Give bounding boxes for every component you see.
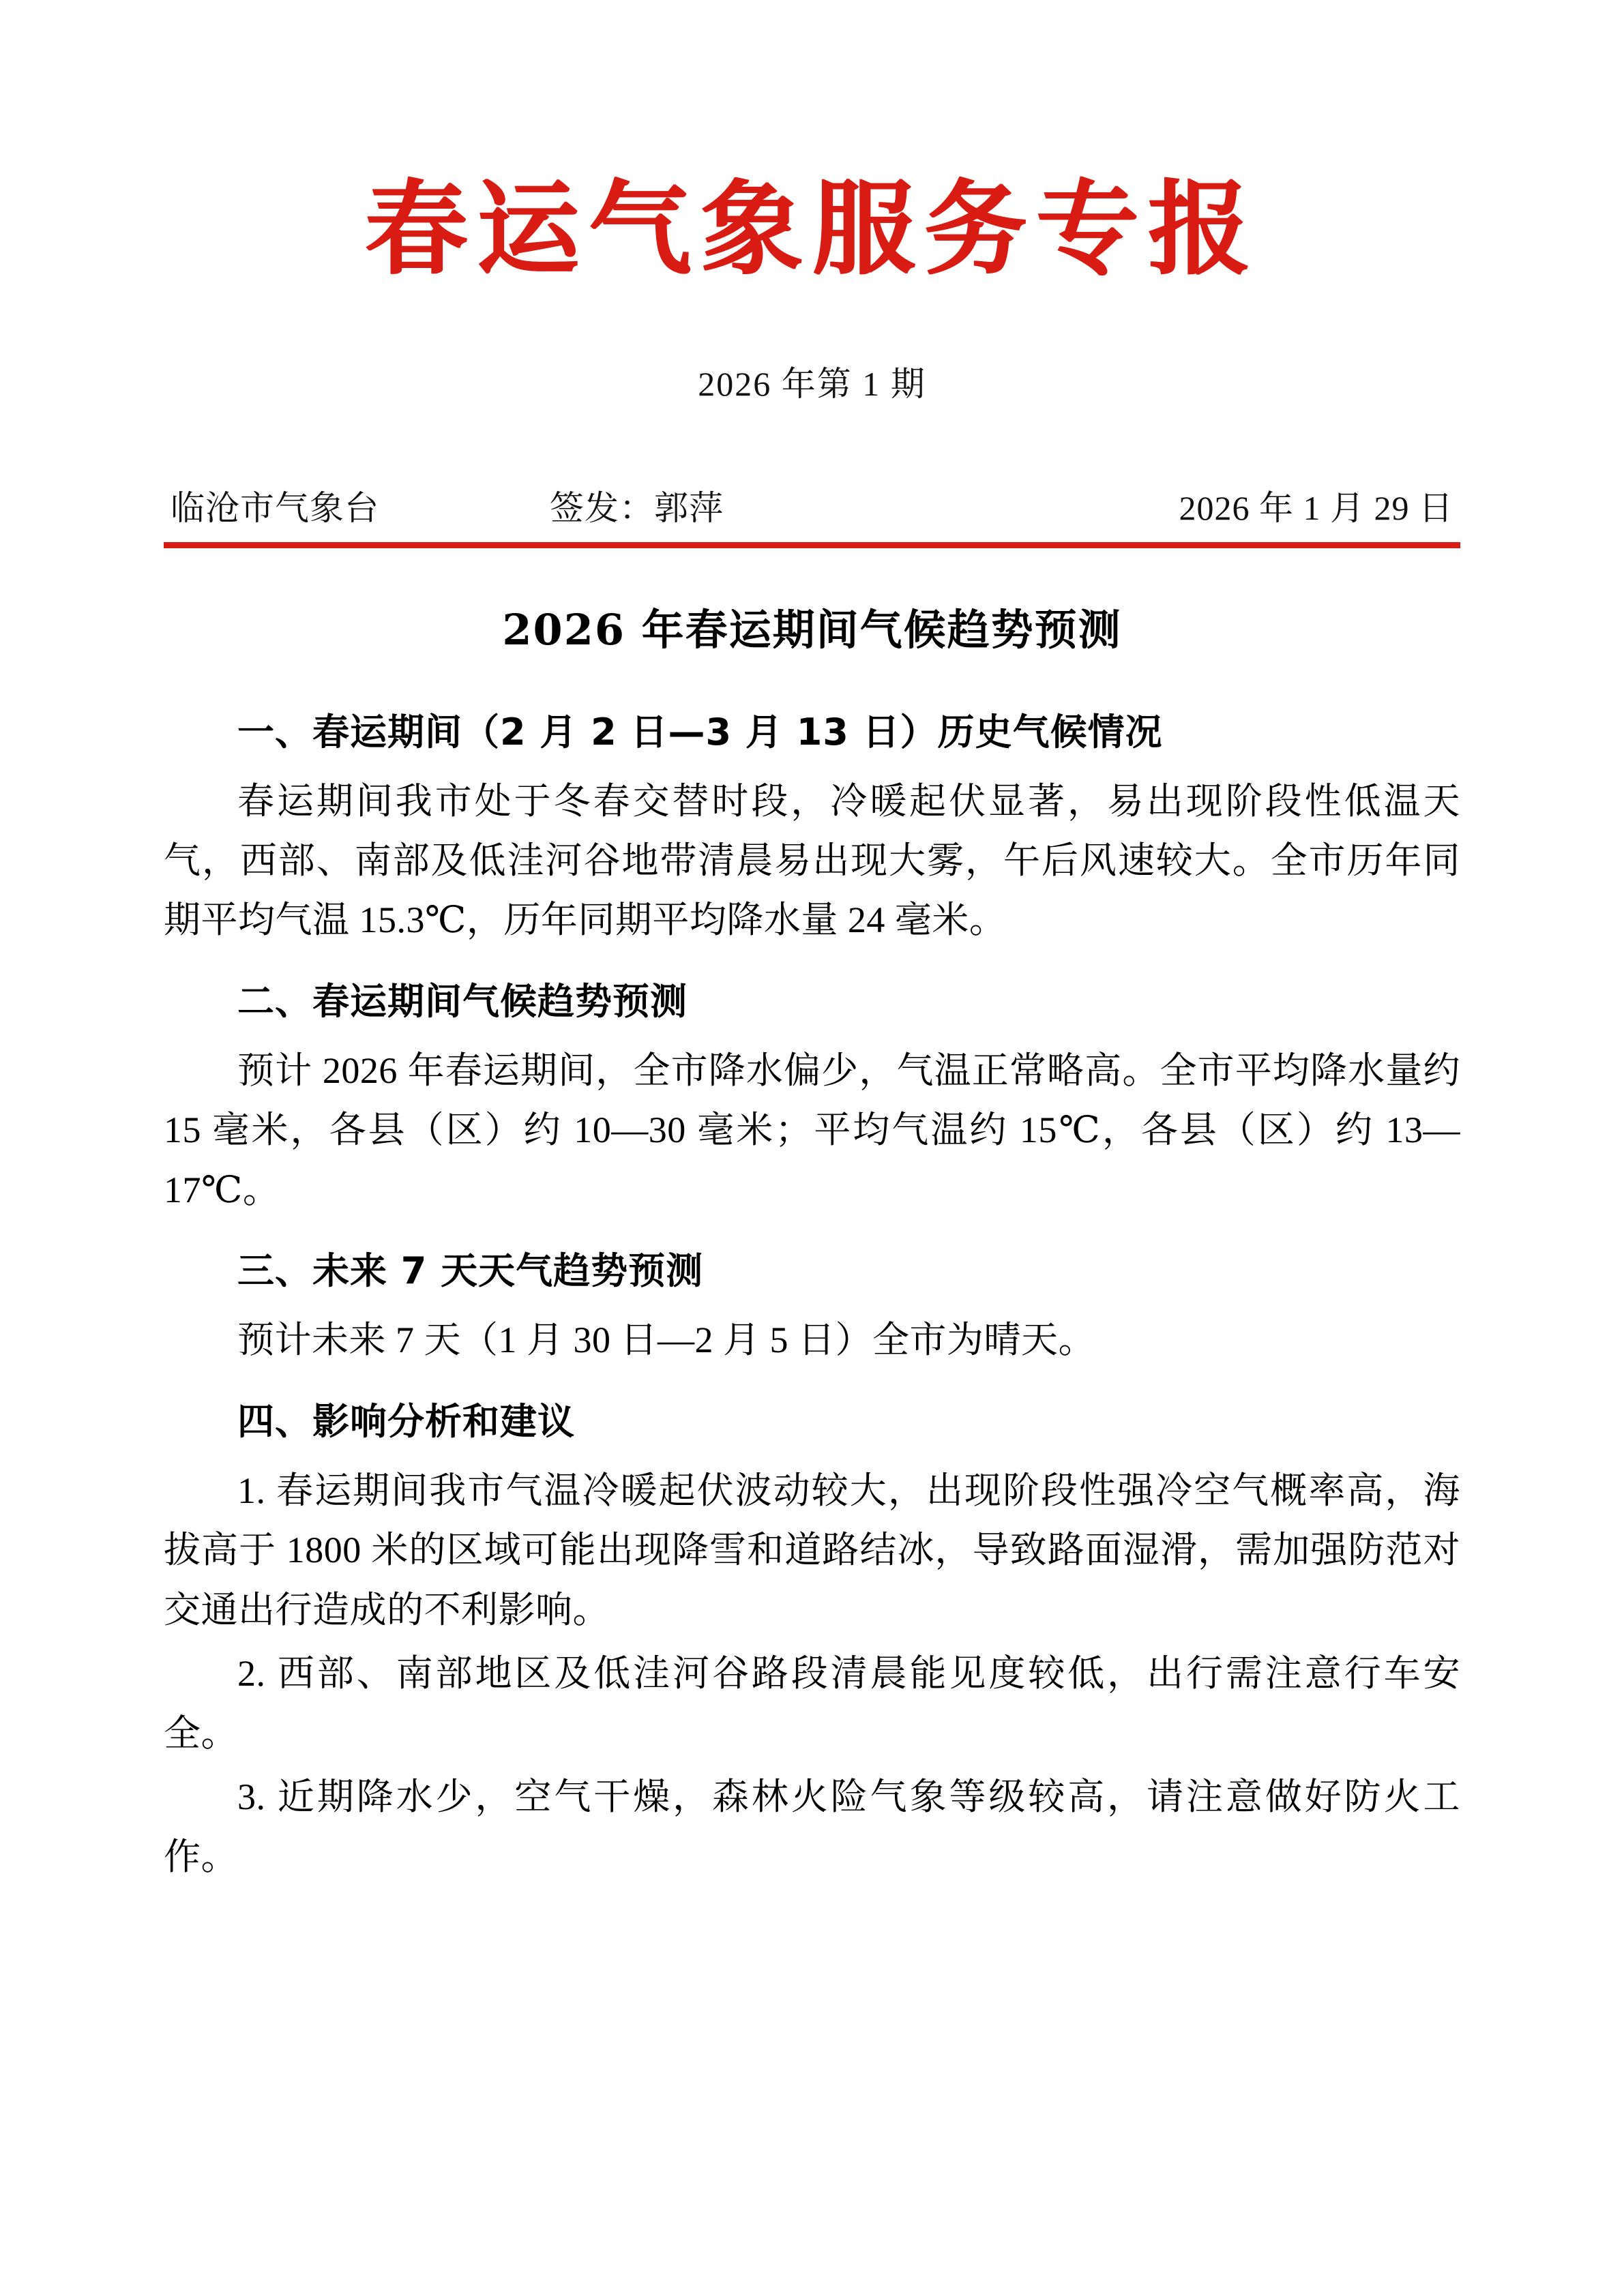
- signer-name: 签发：郭萍: [550, 488, 724, 527]
- section-heading-3: 三、未来 7 天天气趋势预测: [237, 1249, 704, 1293]
- section-4-paragraph-1: 1. 春运期间我市气温冷暖起伏波动较大，出现阶段性强冷空气概率高，海拔高于 1800 米的区域可能出现降雪和道路结冰，导致路面湿滑，需加强防范对交通出行造成的不利影响。: [164, 1470, 1460, 1630]
- section-heading-4: 四、影响分析和建议: [237, 1399, 575, 1443]
- document-title: 2026 年春运期间气候趋势预测: [502, 604, 1122, 655]
- section-4-paragraph-2: 2. 西部、南部地区及低洼河谷路段清晨能见度较低，出行需注意行车安全。: [164, 1653, 1460, 1754]
- issue-number: 2026 年第 1 期: [698, 364, 926, 403]
- masthead-title: 春运气象服务专报: [364, 169, 1260, 289]
- document-meta: [164, 481, 1460, 542]
- section-heading-1: 一、春运期间（2 月 2 日—3 月 13 日）历史气候情况: [237, 710, 1163, 754]
- section-2-paragraph-1: 预计 2026 年春运期间，全市降水偏少，气温正常略高。全市平均降水量约 15 毫米，各县（区）约 10—30 毫米；平均气温约 15℃，各县（区）约 13—17℃。: [164, 1049, 1460, 1210]
- issue-date: 2026 年 1 月 29 日: [1179, 488, 1453, 527]
- section-4-paragraph-3: 3. 近期降水少，空气干燥，森林火险气象等级较高，请注意做好防火工作。: [164, 1776, 1460, 1877]
- section-heading-2: 二、春运期间气候趋势预测: [237, 979, 688, 1023]
- section-1-paragraph-1: 春运期间我市处于冬春交替时段，冷暖起伏显著，易出现阶段性低温天气，西部、南部及低洼河谷地带清晨易出现大雾，午后风速较大。全市历年同期平均气温 15.3℃，历年同期平均降水量 24 毫米。: [164, 780, 1460, 941]
- red-divider-rule: [164, 542, 1460, 548]
- section-3-paragraph-1: 预计未来 7 天（1 月 30 日—2 月 5 日）全市为晴天。: [237, 1320, 1095, 1361]
- issuer-name: 临沧市气象台: [171, 488, 379, 527]
